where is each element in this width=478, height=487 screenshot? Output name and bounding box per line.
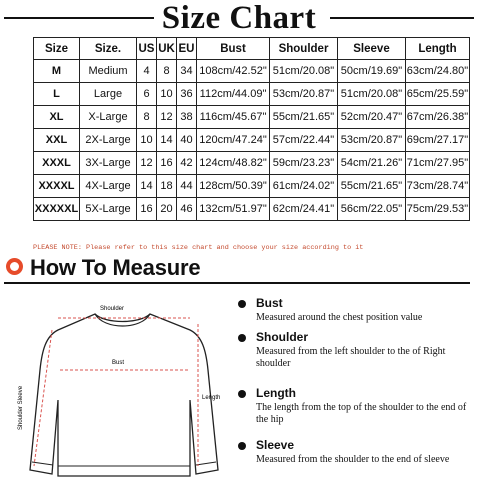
how-to-measure-rule (4, 282, 470, 284)
sweater-diagram (0, 290, 240, 487)
table-row (34, 129, 470, 152)
table-cell: 75cm/29.53" (406, 198, 470, 221)
table-cell: 128cm/50.39" (197, 175, 270, 198)
table-cell: 53cm/20.87" (270, 83, 338, 106)
table-cell: 108cm/42.52" (197, 60, 270, 83)
table-row (34, 152, 470, 175)
table-cell: 3X-Large (80, 152, 137, 175)
bullet-dot-icon (238, 300, 246, 308)
table-cell: 38 (177, 106, 197, 129)
table-cell: XXL (34, 129, 80, 152)
size-note: PLEASE NOTE: Please refer to this size chart and choose your size according to it (33, 244, 364, 252)
table-cell: 14 (157, 129, 177, 152)
table-cell: 44 (177, 175, 197, 198)
table-cell: 55cm/21.65" (338, 175, 406, 198)
table-cell: 10 (157, 83, 177, 106)
bullet-dot-icon (238, 334, 246, 342)
table-row (34, 60, 470, 83)
table-cell: 14 (137, 175, 157, 198)
bullet-dot-icon (238, 390, 246, 398)
table-cell: 50cm/19.69" (338, 60, 406, 83)
column-header: Size. (80, 38, 137, 60)
column-header: Sleeve (338, 38, 406, 60)
table-cell: 2X-Large (80, 129, 137, 152)
table-cell: 132cm/51.97" (197, 198, 270, 221)
how-to-measure-title: How To Measure (30, 255, 201, 280)
table-cell: 18 (157, 175, 177, 198)
table-cell: 8 (137, 106, 157, 129)
column-header: US (137, 38, 157, 60)
table-cell: XXXXXL (34, 198, 80, 221)
bust-label: Bust (112, 360, 125, 366)
table-cell: 46 (177, 198, 197, 221)
table-cell: 120cm/47.24" (197, 129, 270, 152)
size-chart-header (0, 0, 478, 36)
table-cell: 55cm/21.65" (270, 106, 338, 129)
table-cell: M (34, 60, 80, 83)
table-cell: 20 (157, 198, 177, 221)
table-cell: 10 (137, 129, 157, 152)
table-cell: 62cm/24.41" (270, 198, 338, 221)
table-cell: 4 (137, 60, 157, 83)
table-row (34, 198, 470, 221)
table-body (34, 60, 470, 221)
table-cell: 6 (137, 83, 157, 106)
table-cell: 56cm/22.05" (338, 198, 406, 221)
table-cell: XXXXL (34, 175, 80, 198)
table-cell: 42 (177, 152, 197, 175)
table-cell: 8 (157, 60, 177, 83)
length-label: Length (202, 395, 221, 401)
table-cell: 73cm/28.74" (406, 175, 470, 198)
column-header: Size (34, 38, 80, 60)
table-cell: 4X-Large (80, 175, 137, 198)
table-cell: 12 (157, 106, 177, 129)
table-cell: 71cm/27.95" (406, 152, 470, 175)
table-cell: X-Large (80, 106, 137, 129)
table-row (34, 106, 470, 129)
page-title: Size Chart (0, 0, 478, 36)
table-cell: 63cm/24.80" (406, 60, 470, 83)
column-header: Length (406, 38, 470, 60)
table-cell: 36 (177, 83, 197, 106)
table-cell: 51cm/20.08" (338, 83, 406, 106)
table-cell: 16 (157, 152, 177, 175)
table-cell: XL (34, 106, 80, 129)
table-cell: 57cm/22.44" (270, 129, 338, 152)
column-header: Shoulder (270, 38, 338, 60)
shoulder-label: Shoulder (100, 306, 125, 312)
table-cell: 5X-Large (80, 198, 137, 221)
sleeve-label: Shoulder Sleeve (18, 385, 24, 430)
table-cell: XXXL (34, 152, 80, 175)
how-to-measure-header (4, 254, 474, 284)
column-header: UK (157, 38, 177, 60)
size-table (33, 37, 470, 221)
table-row (34, 83, 470, 106)
table-cell: 61cm/24.02" (270, 175, 338, 198)
column-header: EU (177, 38, 197, 60)
table-cell: 116cm/45.67" (197, 106, 270, 129)
table-cell: 54cm/21.26" (338, 152, 406, 175)
table-cell: 59cm/23.23" (270, 152, 338, 175)
table-cell: 12 (137, 152, 157, 175)
sweater-outline-icon (30, 314, 221, 476)
table-cell: 34 (177, 60, 197, 83)
column-header: Bust (197, 38, 270, 60)
table-cell: 67cm/26.38" (406, 106, 470, 129)
table-cell: 112cm/44.09" (197, 83, 270, 106)
table-cell: 16 (137, 198, 157, 221)
table-cell: 124cm/48.82" (197, 152, 270, 175)
table-cell: L (34, 83, 80, 106)
bullet-dot-icon (238, 442, 246, 450)
table-cell: 53cm/20.87" (338, 129, 406, 152)
table-cell: 65cm/25.59" (406, 83, 470, 106)
table-cell: Large (80, 83, 137, 106)
table-cell: 52cm/20.47" (338, 106, 406, 129)
table-cell: 69cm/27.17" (406, 129, 470, 152)
table-cell: Medium (80, 60, 137, 83)
table-row (34, 175, 470, 198)
table-header-row (34, 38, 470, 60)
table-cell: 40 (177, 129, 197, 152)
table-cell: 51cm/20.08" (270, 60, 338, 83)
circle-bullet-icon (6, 258, 23, 275)
